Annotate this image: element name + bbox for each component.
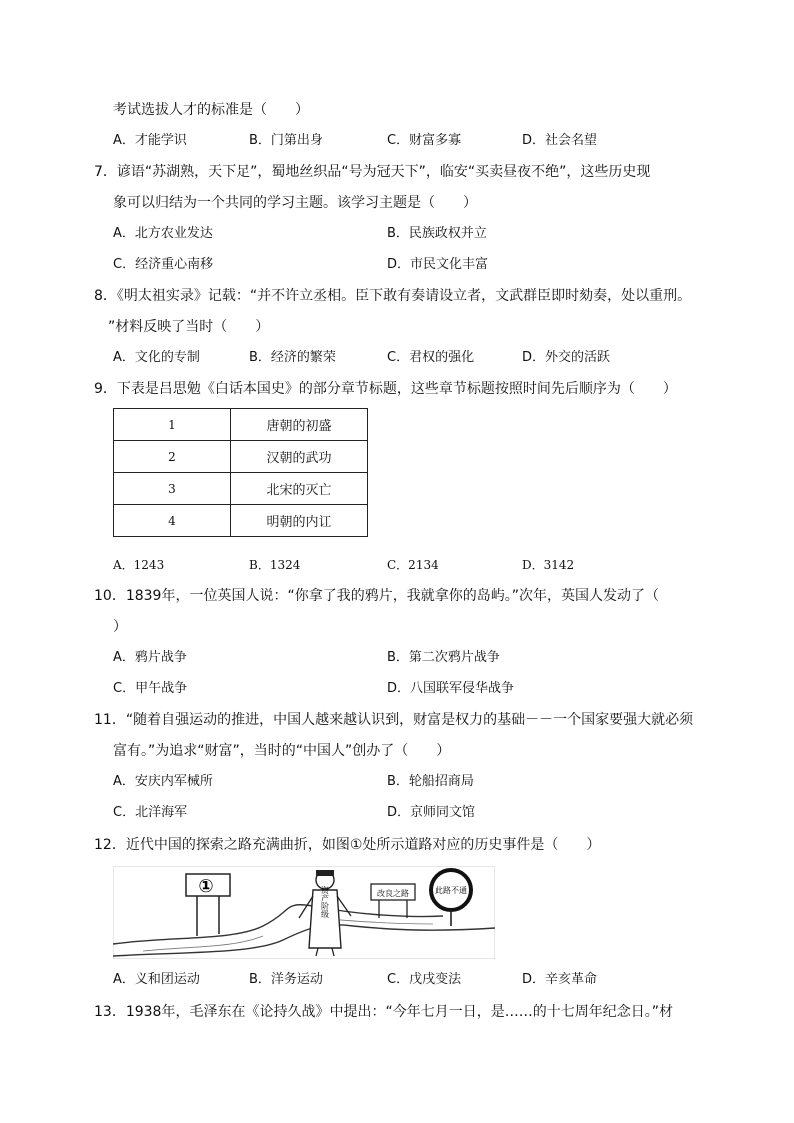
reform-sign-label: 改良之路	[377, 889, 409, 898]
table-row	[114, 473, 368, 505]
table-cell-number: 1	[114, 409, 231, 441]
q12-option-b[interactable]: B．洋务运动	[249, 972, 323, 987]
q10-option-c[interactable]: C．甲午战争	[113, 681, 188, 696]
q11-option-d[interactable]: D．京师同文馆	[387, 805, 476, 820]
q9-option-a[interactable]: A．1243	[113, 558, 165, 572]
q9-option-d[interactable]: D．3142	[522, 558, 575, 572]
q11-stem-line2: 富有。”为追求“财富”，当时的“中国人”创办了（ ）	[113, 743, 451, 759]
figure-label: 资产阶级	[320, 886, 330, 918]
table-row	[114, 441, 368, 473]
q8-option-c[interactable]: C．君权的强化	[387, 350, 475, 365]
q10-stem-line1: 10．1839年，一位英国人说：“你拿了我的鸦片，我就拿你的岛屿。”次年，英国人发动了（	[94, 588, 659, 604]
q11-option-b[interactable]: B．轮船招商局	[387, 774, 474, 789]
q7-stem-line1: 7．谚语“苏湖熟，天下足”，蜀地丝织品“号为冠天下”，临安“买卖昼夜不绝”，这些历史现	[94, 164, 651, 180]
q6-option-a[interactable]: A．才能学识	[113, 133, 187, 148]
table-cell-title: 汉朝的武功	[231, 441, 368, 473]
table-row	[114, 409, 368, 441]
q6-stem: 考试选拔人才的标准是（ ）	[113, 102, 309, 118]
table-cell-number: 3	[114, 473, 231, 505]
table-cell-number: 2	[114, 441, 231, 473]
q7-option-b[interactable]: B．民族政权并立	[387, 226, 487, 241]
q10-option-d[interactable]: D．八国联军侵华战争	[387, 681, 515, 696]
table-cell-title: 明朝的内讧	[231, 505, 368, 537]
road-cartoon-image	[113, 866, 495, 959]
q8-stem-line2: ”材料反映了当时（ ）	[108, 319, 270, 335]
table-cell-title: 唐朝的初盛	[231, 409, 368, 441]
q12-stem: 12．近代中国的探索之路充满曲折，如图①处所示道路对应的历史事件是（ ）	[94, 837, 601, 853]
q10-option-b[interactable]: B．第二次鸦片战争	[387, 650, 500, 665]
q13-stem-line1: 13．1938年，毛泽东在《论持久战》中提出：“今年七月一日，是……的十七周年纪念日。”材	[94, 1004, 673, 1020]
chapter-table	[113, 408, 368, 537]
q11-option-a[interactable]: A．安庆内军械所	[113, 774, 213, 789]
q12-option-a[interactable]: A．义和团运动	[113, 972, 200, 987]
q11-option-c[interactable]: C．北洋海军	[113, 805, 188, 820]
q6-option-b[interactable]: B．门第出身	[249, 133, 323, 148]
q8-stem-line1: 8．《明太祖实录》记载：“并不许立丞相。臣下敢有奏请设立者，文武群臣即时劾奏，处以重刑。	[94, 288, 692, 304]
q7-option-d[interactable]: D．市民文化丰富	[387, 257, 489, 272]
q6-option-c[interactable]: C．财富多寡	[387, 133, 462, 148]
q9-stem: 9．下表是吕思勉《白话本国史》的部分章节标题，这些章节标题按照时间先后顺序为（ ）	[94, 381, 677, 397]
q8-option-b[interactable]: B．经济的繁荣	[249, 350, 336, 365]
q10-stem-line2: ）	[113, 619, 127, 635]
dead-end-sign-label: 此路不通	[435, 886, 467, 895]
q8-option-a[interactable]: A．文化的专制	[113, 350, 200, 365]
q7-stem-line2: 象可以归结为一个共同的学习主题。该学习主题是（ ）	[113, 195, 477, 211]
q9-option-c[interactable]: C．2134	[387, 558, 439, 572]
table-row	[114, 505, 368, 537]
q12-option-d[interactable]: D．辛亥革命	[522, 972, 598, 987]
q10-option-a[interactable]: A．鸦片战争	[113, 650, 187, 665]
q7-option-a[interactable]: A．北方农业发达	[113, 226, 213, 241]
table-cell-number: 4	[114, 505, 231, 537]
q6-option-d[interactable]: D．社会名望	[522, 133, 598, 148]
sign-one-label: ①	[198, 876, 214, 897]
q8-option-d[interactable]: D．外交的活跃	[522, 350, 611, 365]
q11-stem-line1: 11．“随着自强运动的推进，中国人越来越认识到，财富是权力的基础－－一个国家要强大就必须	[94, 712, 694, 728]
table-cell-title: 北宋的灭亡	[231, 473, 368, 505]
q7-option-c[interactable]: C．经济重心南移	[113, 257, 214, 272]
q12-option-c[interactable]: C．戊戌变法	[387, 972, 462, 987]
q9-option-b[interactable]: B．1324	[249, 558, 301, 572]
